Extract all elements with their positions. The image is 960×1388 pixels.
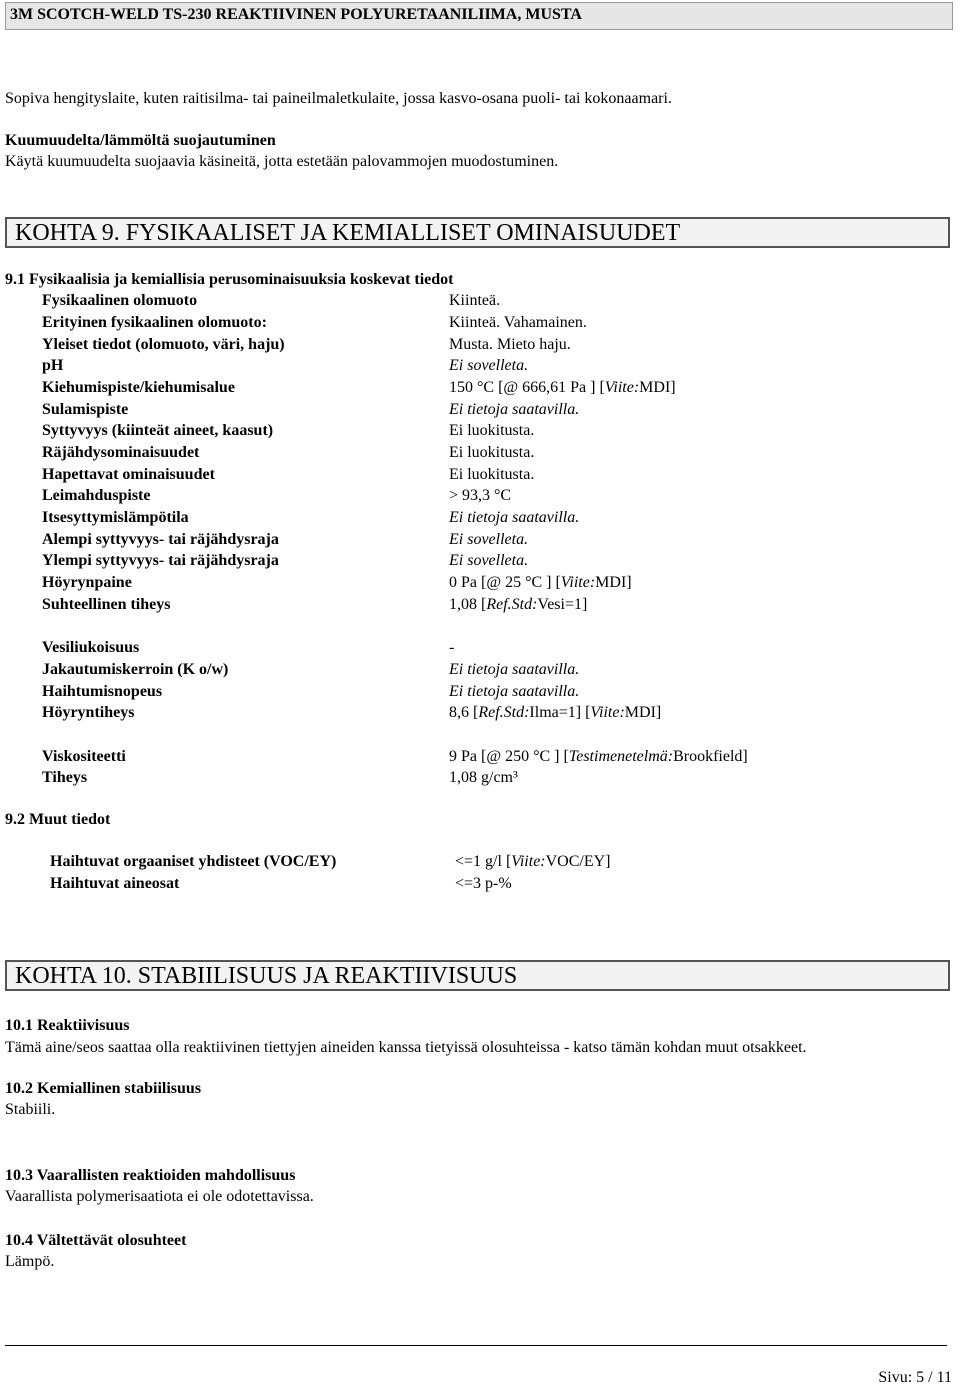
property-value-part: Testimenetelmä: — [568, 748, 674, 765]
property-value: Kiinteä. Vahamainen. — [449, 314, 587, 331]
property-value: - — [449, 639, 455, 656]
property-value-part: MDI] — [624, 704, 662, 721]
other-info-label: Haihtuvat aineosat — [50, 875, 180, 892]
property-label: Erityinen fysikaalinen olomuoto: — [42, 314, 267, 331]
property-value: Ei tietoja saatavilla. — [449, 661, 580, 678]
other-info-value: <=3 p-% — [455, 875, 512, 892]
property-value-part: Viite: — [560, 574, 596, 591]
property-value-part: Ref.Std: — [478, 704, 530, 721]
property-value-part: Brookfield] — [673, 748, 748, 765]
other-info-label: Haihtuvat orgaaniset yhdisteet (VOC/EY) — [50, 853, 337, 870]
property-value-part: 150 °C [@ 666,61 Pa ] [ — [449, 379, 605, 396]
heat-protection-text: Käytä kuumuudelta suojaavia käsineitä, jotta estetään palovammojen muodostuminen. — [5, 153, 559, 170]
property-label: Räjähdysominaisuudet — [42, 444, 200, 461]
property-label: Suhteellinen tiheys — [42, 596, 171, 613]
property-label: Syttyvyys (kiinteät aineet, kaasut) — [42, 422, 274, 439]
document-title: 3M SCOTCH-WELD TS-230 REAKTIIVINEN POLYURETAANILIIMA, MUSTA — [10, 6, 582, 23]
property-label: Höyryntiheys — [42, 704, 135, 721]
property-label: Hapettavat ominaisuudet — [42, 466, 215, 483]
section-10-heading — [5, 960, 950, 991]
property-value: Ei luokitusta. — [449, 422, 535, 439]
property-label: pH — [42, 357, 64, 374]
property-value-part: 8,6 [ — [449, 704, 479, 721]
property-value — [449, 379, 676, 397]
section-9-title: KOHTA 9. FYSIKAALISET JA KEMIALLISET OMINAISUUDET — [15, 220, 681, 246]
footer-divider — [5, 1345, 947, 1346]
other-info-value-part: Viite: — [511, 853, 546, 870]
other-info-value-part: VOC/EY] — [545, 853, 611, 870]
property-value-part: 1,08 [ — [449, 596, 487, 613]
property-value — [449, 748, 748, 766]
property-value — [449, 574, 632, 592]
property-label: Ylempi syttyvyys- tai räjähdysraja — [42, 552, 279, 569]
other-info-value-part: <=1 g/l [ — [455, 853, 512, 870]
property-value: Ei luokitusta. — [449, 466, 535, 483]
property-label: Haihtumisnopeus — [42, 683, 163, 700]
property-value-part: MDI] — [639, 379, 676, 396]
property-label: Viskositeetti — [42, 748, 126, 765]
property-value-part: 9 Pa [@ 250 °C ] [ — [449, 748, 569, 765]
property-value: > 93,3 °C — [449, 487, 512, 504]
property-value: Ei tietoja saatavilla. — [449, 401, 580, 418]
property-label: Yleiset tiedot (olomuoto, väri, haju) — [42, 336, 285, 353]
subsection-9-2-title: 9.2 Muut tiedot — [5, 811, 111, 828]
property-value: Ei luokitusta. — [449, 444, 535, 461]
property-value-part: Ilma=1] [ — [529, 704, 591, 721]
property-value: Kiinteä. — [449, 292, 501, 309]
property-label: Sulamispiste — [42, 401, 129, 418]
property-value: Ei sovelleta. — [449, 531, 529, 548]
property-label: Tiheys — [42, 769, 88, 786]
other-info-value — [455, 853, 611, 871]
subsection-10-2-text: Stabiili. — [5, 1101, 56, 1118]
property-label: Vesiliukoisuus — [42, 639, 140, 656]
subsection-9-1-title: 9.1 Fysikaalisia ja kemiallisia perusominaisuuksia koskevat tiedot — [5, 271, 454, 288]
document-header-bar — [5, 2, 953, 30]
property-value-part: MDI] — [595, 574, 632, 591]
subsection-10-1-title: 10.1 Reaktiivisuus — [5, 1017, 130, 1034]
property-value-part: Vesi=1] — [537, 596, 588, 613]
property-label: Kiehumispiste/kiehumisalue — [42, 379, 235, 396]
section-10-title: KOHTA 10. STABIILISUUS JA REAKTIIVISUUS — [15, 963, 518, 989]
respiratory-text: Sopiva hengityslaite, kuten raitisilma- tai paineilmaletkulaite, jossa kasvo-osana puoli- tai kokonaamari. — [5, 90, 672, 107]
property-label: Alempi syttyvyys- tai räjähdysraja — [42, 531, 279, 548]
property-value: Ei tietoja saatavilla. — [449, 683, 580, 700]
property-label: Leimahduspiste — [42, 487, 151, 504]
property-value — [449, 596, 587, 614]
property-value — [449, 704, 661, 722]
property-value-part: 0 Pa [@ 25 °C ] [ — [449, 574, 561, 591]
property-label: Höyrynpaine — [42, 574, 132, 591]
subsection-10-4-title: 10.4 Vältettävät olosuhteet — [5, 1232, 187, 1249]
page-number: Sivu: 5 / 11 — [878, 1369, 952, 1386]
subsection-10-1-text: Tämä aine/seos saattaa olla reaktiivinen tiettyjen aineiden kanssa tietyissä olosuhteissa - katso tämän kohdan muut otsakkeet. — [5, 1039, 807, 1056]
property-value: 1,08 g/cm³ — [449, 769, 518, 786]
property-value-part: Viite: — [590, 704, 625, 721]
subsection-10-3-title: 10.3 Vaarallisten reaktioiden mahdollisuus — [5, 1167, 296, 1184]
property-label: Fysikaalinen olomuoto — [42, 292, 198, 309]
subsection-10-3-text: Vaarallista polymerisaatiota ei ole odotettavissa. — [5, 1188, 314, 1205]
subsection-10-2-title: 10.2 Kemiallinen stabiilisuus — [5, 1080, 202, 1097]
property-value: Musta. Mieto haju. — [449, 336, 571, 353]
property-value-part: Ref.Std: — [486, 596, 538, 613]
property-label: Jakautumiskerroin (K o/w) — [42, 661, 229, 678]
property-value-part: Viite: — [604, 379, 640, 396]
property-value: Ei sovelleta. — [449, 357, 529, 374]
subsection-10-4-text: Lämpö. — [5, 1253, 55, 1270]
property-value: Ei sovelleta. — [449, 552, 529, 569]
property-value: Ei tietoja saatavilla. — [449, 509, 580, 526]
section-9-heading — [5, 217, 950, 248]
heat-protection-title: Kuumuudelta/lämmöltä suojautuminen — [5, 132, 276, 149]
property-label: Itsesyttymislämpötila — [42, 509, 189, 526]
